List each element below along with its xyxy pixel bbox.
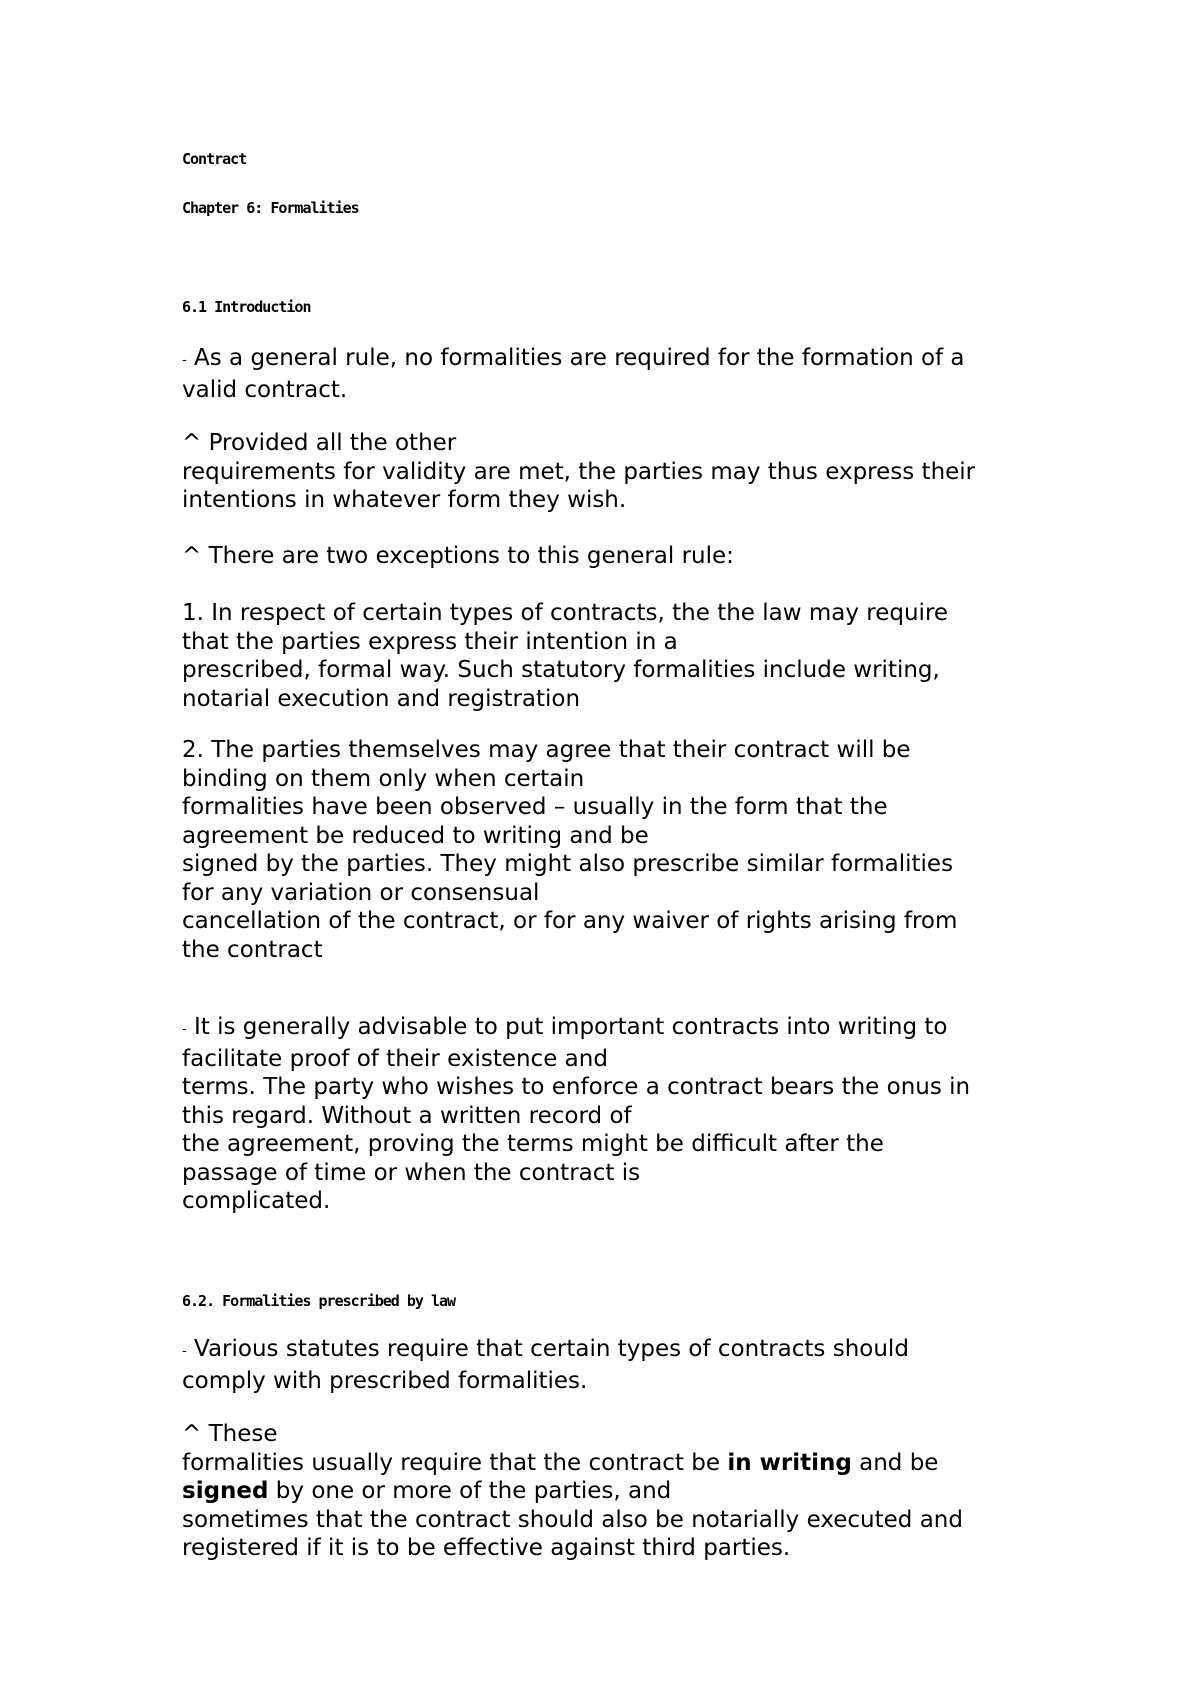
paragraph-line bbox=[182, 1335, 1042, 1367]
paragraph-line: registered if it is to be effective against third parties. bbox=[182, 1535, 791, 1561]
paragraph-line: 1. In respect of certain types of contracts, the the law may require bbox=[182, 600, 949, 626]
paragraph-line: ^ Provided all the other bbox=[182, 430, 457, 456]
paragraph-line: the agreement, proving the terms might be difficult after the bbox=[182, 1131, 884, 1157]
paragraph-line: that the parties express their intention in a bbox=[182, 628, 678, 655]
paragraph-line: complicated. bbox=[182, 1188, 331, 1214]
paragraph-text: by one or more of the parties, and bbox=[268, 1478, 672, 1504]
bullet-dash: - bbox=[182, 1344, 187, 1359]
emphasis-signed: signed bbox=[182, 1478, 269, 1504]
paragraph-line: requirements for validity are met, the parties may thus express their bbox=[182, 458, 976, 485]
paragraph-statutes bbox=[182, 1335, 1042, 1395]
paragraph-line: passage of time or when the contract is bbox=[182, 1159, 641, 1186]
paragraph-line: this regard. Without a written record of bbox=[182, 1102, 632, 1129]
paragraph-line: facilitate proof of their existence and bbox=[182, 1045, 608, 1072]
document-title: Contract bbox=[182, 150, 247, 168]
paragraph-line bbox=[182, 1477, 1042, 1506]
paragraph-exceptions bbox=[182, 542, 1042, 571]
paragraph-line: the contract bbox=[182, 936, 323, 963]
bullet-dash: - bbox=[182, 1022, 187, 1037]
paragraph-line bbox=[182, 1013, 1042, 1045]
paragraph-line: valid contract. bbox=[182, 376, 348, 403]
paragraph-general-rule bbox=[182, 344, 1042, 404]
paragraph-line: for any variation or consensual bbox=[182, 879, 540, 906]
section-heading-6-1: 6.1 Introduction bbox=[182, 298, 311, 316]
emphasis-in-writing: in writing bbox=[727, 1449, 852, 1476]
bullet-dash: - bbox=[182, 353, 187, 368]
paragraph-line: agreement be reduced to writing and be bbox=[182, 822, 649, 849]
paragraph-text: Various statutes require that certain types of contracts should bbox=[186, 1336, 909, 1362]
paragraph-text: As a general rule, no formalities are required for the formation of a bbox=[186, 345, 965, 371]
section-heading-6-2: 6.2. Formalities prescribed by law bbox=[182, 1292, 456, 1310]
paragraph-line: intentions in whatever form they wish. bbox=[182, 487, 627, 513]
paragraph-line: signed by the parties. They might also prescribe similar formalities bbox=[182, 851, 954, 877]
paragraph-line: formalities have been observed – usually in the form that the bbox=[182, 794, 888, 820]
paragraph-line: 2. The parties themselves may agree that their contract will be bbox=[182, 737, 911, 763]
paragraph-line: ^ There are two exceptions to this general rule: bbox=[182, 543, 734, 569]
paragraph-text: It is generally advisable to put important contracts into writing to bbox=[186, 1014, 948, 1040]
paragraph-these-formalities bbox=[182, 1420, 1042, 1563]
paragraph-provided bbox=[182, 429, 1042, 515]
paragraph-line bbox=[182, 344, 1042, 376]
chapter-heading: Chapter 6: Formalities bbox=[182, 199, 359, 217]
paragraph-line: cancellation of the contract, or for any waiver of rights arising from bbox=[182, 908, 958, 934]
paragraph-text: formalities usually require that the contract be bbox=[182, 1449, 728, 1476]
paragraph-line: terms. The party who wishes to enforce a contract bears the onus in bbox=[182, 1074, 971, 1100]
paragraph-line: comply with prescribed formalities. bbox=[182, 1367, 588, 1394]
paragraph-advisable bbox=[182, 1013, 1042, 1216]
paragraph-line: notarial execution and registration bbox=[182, 685, 581, 712]
paragraph-exception-1 bbox=[182, 599, 1042, 713]
paragraph-line: prescribed, formal way. Such statutory formalities include writing, bbox=[182, 657, 940, 683]
paragraph-line: binding on them only when certain bbox=[182, 765, 585, 792]
paragraph-line: sometimes that the contract should also be notarially executed and bbox=[182, 1506, 963, 1533]
paragraph-text: and be bbox=[851, 1449, 939, 1476]
paragraph-line bbox=[182, 1449, 1042, 1478]
paragraph-line: ^ These bbox=[182, 1421, 278, 1447]
paragraph-exception-2 bbox=[182, 736, 1042, 964]
